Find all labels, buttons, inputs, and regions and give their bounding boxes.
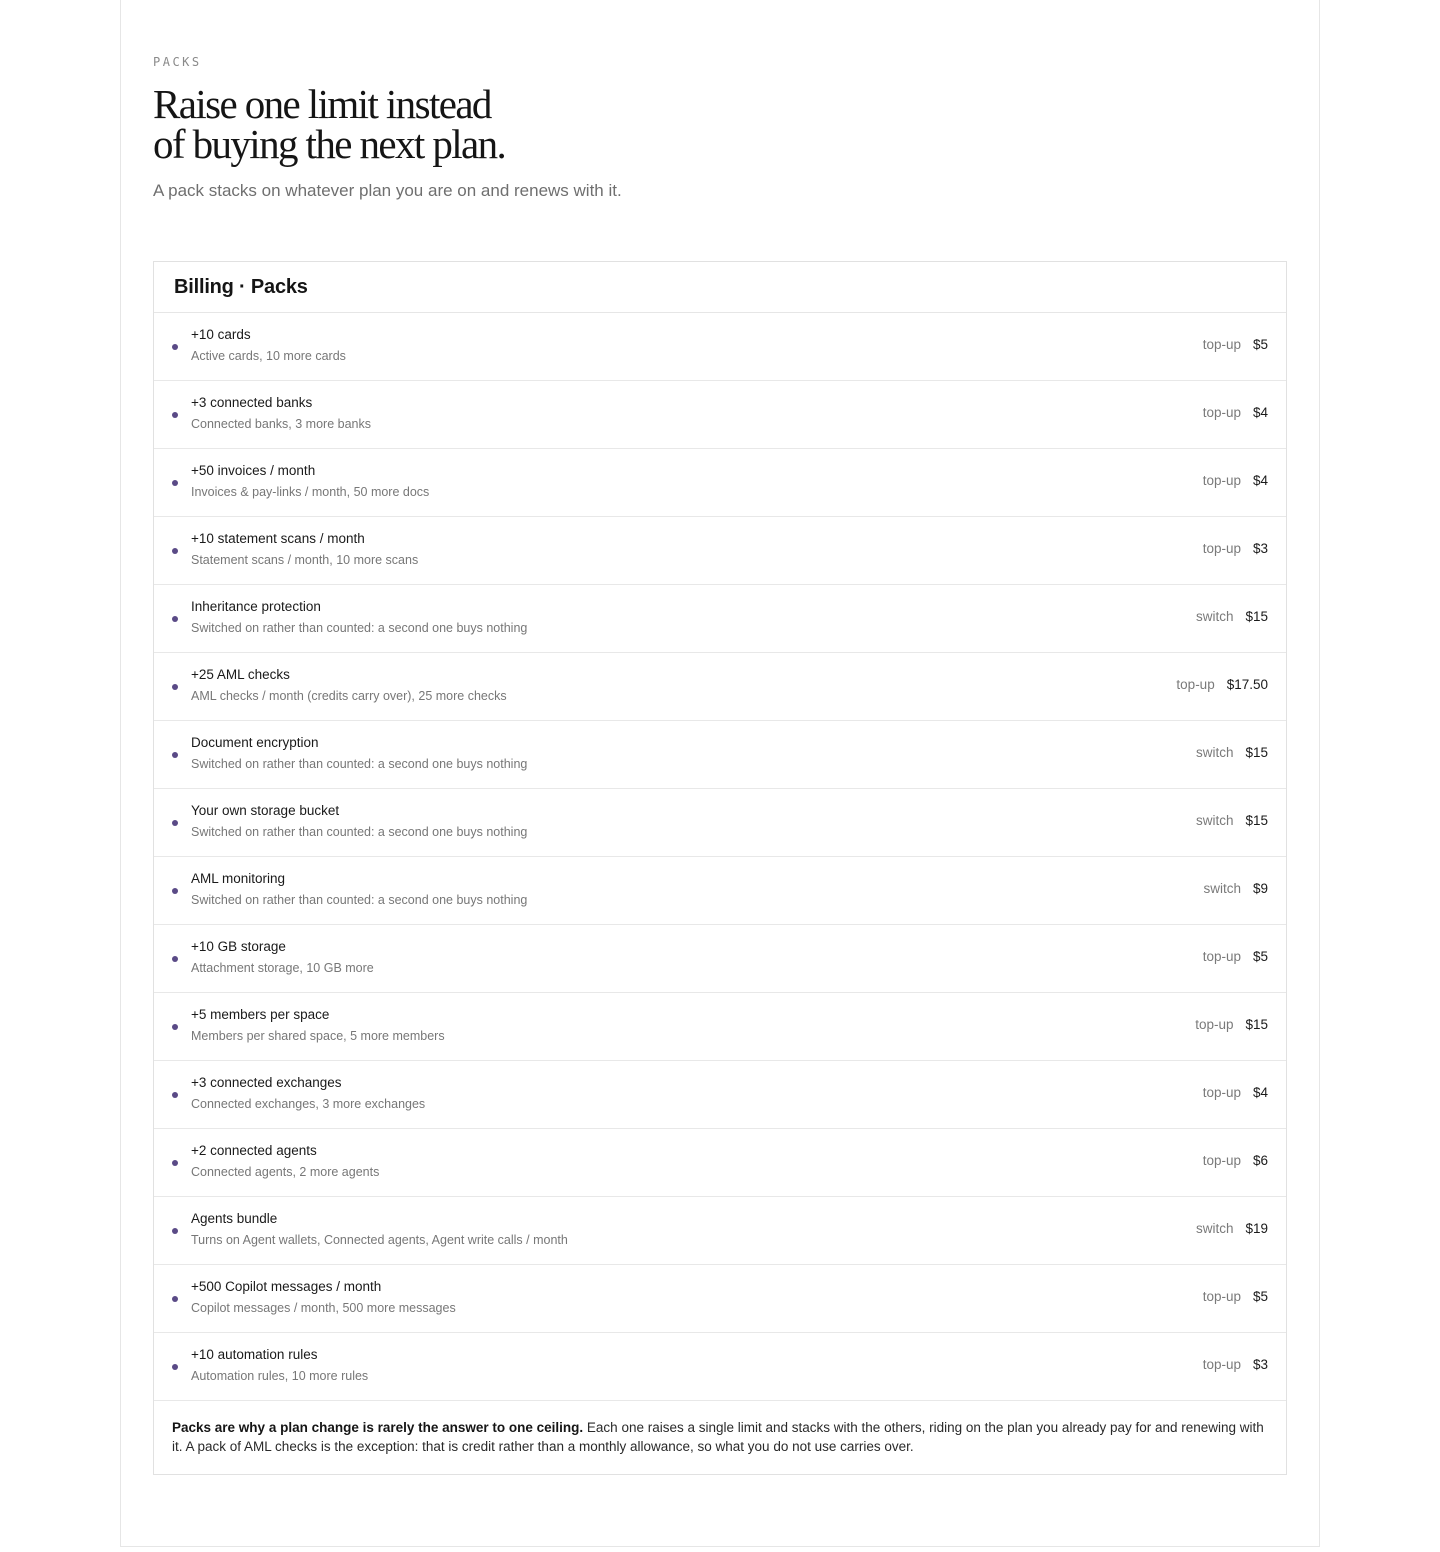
pack-description: Connected agents, 2 more agents [191, 1165, 380, 1179]
pack-price: $15 [1245, 745, 1268, 760]
pack-description: Statement scans / month, 10 more scans [191, 553, 419, 567]
pack-row-text [191, 1279, 456, 1316]
pack-pricing [1176, 677, 1268, 692]
pack-row[interactable] [154, 789, 1286, 857]
pack-description: Automation rules, 10 more rules [191, 1369, 369, 1383]
bullet-dot-icon [172, 684, 178, 690]
pack-list [154, 313, 1286, 1401]
page-title-line-2: of buying the next plan. [153, 121, 506, 167]
pack-row-text [191, 1347, 368, 1384]
billing-packs-panel [153, 261, 1287, 1475]
pack-name: +10 statement scans / month [191, 531, 365, 546]
bullet-dot-icon [172, 412, 178, 418]
pack-price: $4 [1252, 1085, 1268, 1100]
pack-name: +10 automation rules [191, 1347, 318, 1362]
pack-description: Turns on Agent wallets, Connected agents, Agent write calls / month [191, 1233, 568, 1247]
bullet-dot-icon [172, 1024, 178, 1030]
pack-name: +5 members per space [191, 1007, 330, 1022]
bullet-dot-icon [172, 1296, 178, 1302]
pack-kind: switch [1195, 1221, 1234, 1236]
pack-description: Switched on rather than counted: a second one buys nothing [191, 893, 528, 907]
pack-kind: switch [1195, 609, 1234, 624]
pack-kind: top-up [1202, 1085, 1241, 1100]
pack-price: $15 [1245, 1017, 1268, 1032]
bullet-dot-icon [172, 888, 178, 894]
pack-name: +2 connected agents [191, 1143, 317, 1158]
pack-row[interactable] [154, 653, 1286, 721]
packs-note-lead: Packs are why a plan change is rarely the answer to one ceiling. [172, 1420, 584, 1435]
pack-price: $15 [1245, 609, 1268, 624]
pack-name: +25 AML checks [191, 667, 290, 682]
pack-pricing [1203, 541, 1268, 556]
pack-row[interactable] [154, 449, 1286, 517]
bullet-dot-icon [172, 344, 178, 350]
pack-price: $15 [1245, 813, 1268, 828]
pack-name: AML monitoring [191, 871, 286, 886]
pack-price: $9 [1252, 881, 1268, 896]
pack-name: +50 invoices / month [191, 463, 316, 478]
pack-price: $4 [1252, 405, 1268, 420]
pack-description: Active cards, 10 more cards [191, 349, 346, 363]
pack-kind: switch [1195, 813, 1234, 828]
pack-description: Connected exchanges, 3 more exchanges [191, 1097, 426, 1111]
pack-row[interactable] [154, 1061, 1286, 1129]
pack-kind: switch [1203, 881, 1241, 896]
pack-kind: top-up [1202, 1289, 1241, 1304]
pack-price: $6 [1252, 1153, 1268, 1168]
packs-note-body: Each one raises a single limit and stacks with the others, riding on the plan you already pay for and renewing with it. A pack of AML checks is the exception: that is credit rather than a monthly allowance, so what you do not use carries over. [172, 1420, 1264, 1454]
pack-pricing [1203, 337, 1268, 352]
pack-description: Switched on rather than counted: a second one buys nothing [191, 757, 528, 771]
pack-row[interactable] [154, 993, 1286, 1061]
pack-row[interactable] [154, 1197, 1286, 1265]
pack-row-text [191, 395, 371, 432]
bullet-dot-icon [172, 548, 178, 554]
pack-name: +10 GB storage [191, 939, 286, 954]
pack-row[interactable] [154, 381, 1286, 449]
pack-price: $19 [1245, 1221, 1268, 1236]
pack-price: $17.50 [1226, 677, 1268, 692]
bullet-dot-icon [172, 1160, 178, 1166]
bullet-dot-icon [172, 752, 178, 758]
bullet-dot-icon [172, 616, 178, 622]
pack-description: Copilot messages / month, 500 more messages [191, 1301, 456, 1315]
pack-kind: top-up [1202, 541, 1241, 556]
pack-kind: top-up [1202, 1357, 1241, 1372]
pack-row-text [191, 463, 429, 500]
pack-row-text [191, 939, 374, 976]
pack-row-text [191, 871, 527, 908]
bullet-dot-icon [172, 956, 178, 962]
pack-kind: top-up [1202, 405, 1241, 420]
pack-pricing [1196, 745, 1268, 760]
pack-row[interactable] [154, 313, 1286, 381]
pack-row-text [191, 531, 418, 568]
bullet-dot-icon [172, 1092, 178, 1098]
page-subtitle: A pack stacks on whatever plan you are on and renews with it. [153, 181, 622, 200]
page-title-line-1: Raise one limit instead [153, 81, 491, 127]
pack-price: $5 [1252, 1289, 1268, 1304]
pack-description: AML checks / month (credits carry over), 25 more checks [191, 689, 507, 703]
pack-price: $4 [1252, 473, 1268, 488]
pack-row[interactable] [154, 857, 1286, 925]
pack-pricing [1203, 1289, 1268, 1304]
pack-description: Connected banks, 3 more banks [191, 417, 371, 431]
pack-pricing [1203, 1085, 1268, 1100]
pack-pricing [1203, 405, 1268, 420]
pack-name: Agents bundle [191, 1211, 278, 1226]
pack-price: $3 [1252, 541, 1268, 556]
panel-header [154, 262, 1286, 313]
pack-row-text [191, 1075, 425, 1112]
pack-row[interactable] [154, 517, 1286, 585]
pack-pricing [1203, 949, 1268, 964]
pack-row[interactable] [154, 1333, 1286, 1401]
bullet-dot-icon [172, 820, 178, 826]
pack-name: Inheritance protection [191, 599, 321, 614]
pack-kind: top-up [1202, 949, 1241, 964]
pack-pricing [1196, 813, 1268, 828]
pack-name: +3 connected exchanges [191, 1075, 342, 1090]
pack-row[interactable] [154, 1265, 1286, 1333]
pack-pricing [1196, 1221, 1268, 1236]
pack-row-text [191, 327, 346, 364]
section-eyebrow: PACKS [153, 55, 202, 69]
bullet-dot-icon [172, 1364, 178, 1370]
packs-note [154, 1401, 1286, 1474]
bullet-dot-icon [172, 1228, 178, 1234]
pack-name: +500 Copilot messages / month [191, 1279, 382, 1294]
pack-kind: top-up [1202, 473, 1241, 488]
pack-pricing [1195, 1017, 1268, 1032]
pack-row[interactable] [154, 1129, 1286, 1197]
pack-kind: top-up [1202, 1153, 1241, 1168]
pack-name: +3 connected banks [191, 395, 313, 410]
pack-kind: top-up [1195, 1017, 1234, 1032]
pack-kind: top-up [1176, 677, 1215, 692]
pack-description: Attachment storage, 10 GB more [191, 961, 374, 975]
pack-description: Invoices & pay-links / month, 50 more docs [191, 485, 430, 499]
bullet-dot-icon [172, 480, 178, 486]
pack-kind: switch [1195, 745, 1234, 760]
pack-kind: top-up [1202, 337, 1241, 352]
pack-row[interactable] [154, 721, 1286, 789]
panel-title: Billing · Packs [174, 275, 308, 298]
pack-price: $5 [1252, 337, 1268, 352]
pack-pricing [1203, 1357, 1268, 1372]
pack-description: Members per shared space, 5 more members [191, 1029, 445, 1043]
page-title [153, 81, 506, 167]
pack-pricing [1203, 881, 1268, 896]
pack-name: +10 cards [191, 327, 251, 342]
pack-row[interactable] [154, 585, 1286, 653]
pack-row-text [191, 803, 527, 840]
pack-pricing [1196, 609, 1268, 624]
pack-row[interactable] [154, 925, 1286, 993]
pack-row-text [191, 599, 527, 636]
pack-price: $3 [1252, 1357, 1268, 1372]
pack-row-text [191, 1211, 568, 1248]
pack-name: Your own storage bucket [191, 803, 340, 818]
pack-price: $5 [1252, 949, 1268, 964]
pack-name: Document encryption [191, 735, 319, 750]
pack-row-text [191, 1143, 379, 1180]
pack-pricing [1203, 473, 1268, 488]
pack-pricing [1203, 1153, 1268, 1168]
pack-row-text [191, 735, 527, 772]
pack-row-text [191, 1007, 445, 1044]
pack-row-text [191, 667, 507, 704]
pack-description: Switched on rather than counted: a second one buys nothing [191, 621, 528, 635]
pack-description: Switched on rather than counted: a second one buys nothing [191, 825, 528, 839]
